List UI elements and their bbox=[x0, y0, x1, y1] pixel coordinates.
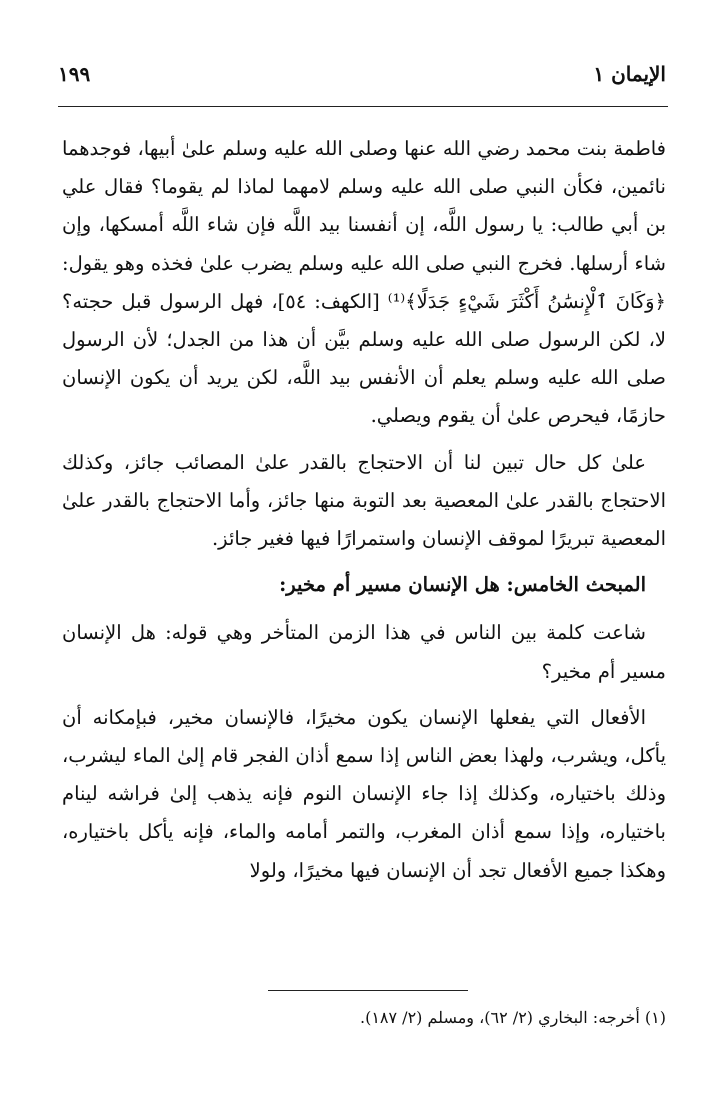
main-text bbox=[62, 130, 666, 890]
paragraph-3: شاعت كلمة بين الناس في هذا الزمن المتأخر وهي قوله: هل الإنسان مسير أم مخير؟ bbox=[62, 621, 666, 683]
page-number: ١٩٩ bbox=[58, 62, 91, 86]
page-header bbox=[58, 60, 666, 96]
section-heading: المبحث الخامس: هل الإنسان مسير أم مخير: bbox=[279, 573, 646, 597]
paragraph-4: الأفعال التي يفعلها الإنسان يكون مخيرًا، فالإنسان مخير، فبإمكانه أن يأكل، ويشرب، ولهذا بعض الناس إذا سمع أذان الفجر قام إلىٰ الماء ليشرب، وذلك باختياره، وكذلك إذا جاء الإنسان النوم فإنه يذهب إلىٰ فراشه لينام باختياره، وإذا سمع أذان المغرب، والتمر أمامه والماء، فإنه يأكل باختياره، وهكذا جميع الأفعال تجد أن الإنسان فيها مخيرًا، ولولا bbox=[62, 705, 666, 882]
paragraph-2: علىٰ كل حال تبين لنا أن الاحتجاج بالقدر علىٰ المصائب جائز، وكذلك الاحتجاج بالقدر علىٰ المعصية بعد التوبة منها جائز، وأما الاحتجاج بالقدر علىٰ المعصية تبريرًا لموقف الإنسان واستمرارًا فيها فغير جائز. bbox=[62, 450, 666, 551]
footnote: (١) أخرجه: البخاري (٢/ ٦٢)، ومسلم (٢/ ١٨٧). bbox=[359, 1008, 666, 1027]
footnote-rule bbox=[268, 990, 468, 991]
running-title: الإيمان ١ bbox=[593, 62, 666, 86]
header-rule bbox=[58, 106, 668, 107]
paragraph-1: فاطمة بنت محمد رضي الله عنها وصلى الله عليه وسلم علىٰ أبيها، فوجدهما نائمين، فكأن النبي صلى الله عليه وسلم لامهما لماذا لم يقوما؟ فقال علي بن أبي طالب: يا رسول اللَّه، إن أنفسنا بيد اللَّه فإن شاء اللَّه أمسكها، وإن شاء أرسلها. فخرج النبي صلى الله عليه وسلم يضرب علىٰ فخذه وهو يقول: ﴿وَكَانَ ٱلْإِنسَٰنُ أَكْثَرَ شَيْءٍ جَدَلًا﴾⁽¹⁾ [الكهف: ٥٤]، فهل الرسول قبل حجته؟ لا، لكن الرسول صلى الله عليه وسلم بيَّن أن هذا من الجدل؛ لأن الرسول صلى الله عليه وسلم يعلم أن الأنفس بيد اللَّه، لكن يريد أن يكون الإنسان حازمًا، فيحرص علىٰ أن يقوم ويصلي. bbox=[62, 137, 666, 428]
